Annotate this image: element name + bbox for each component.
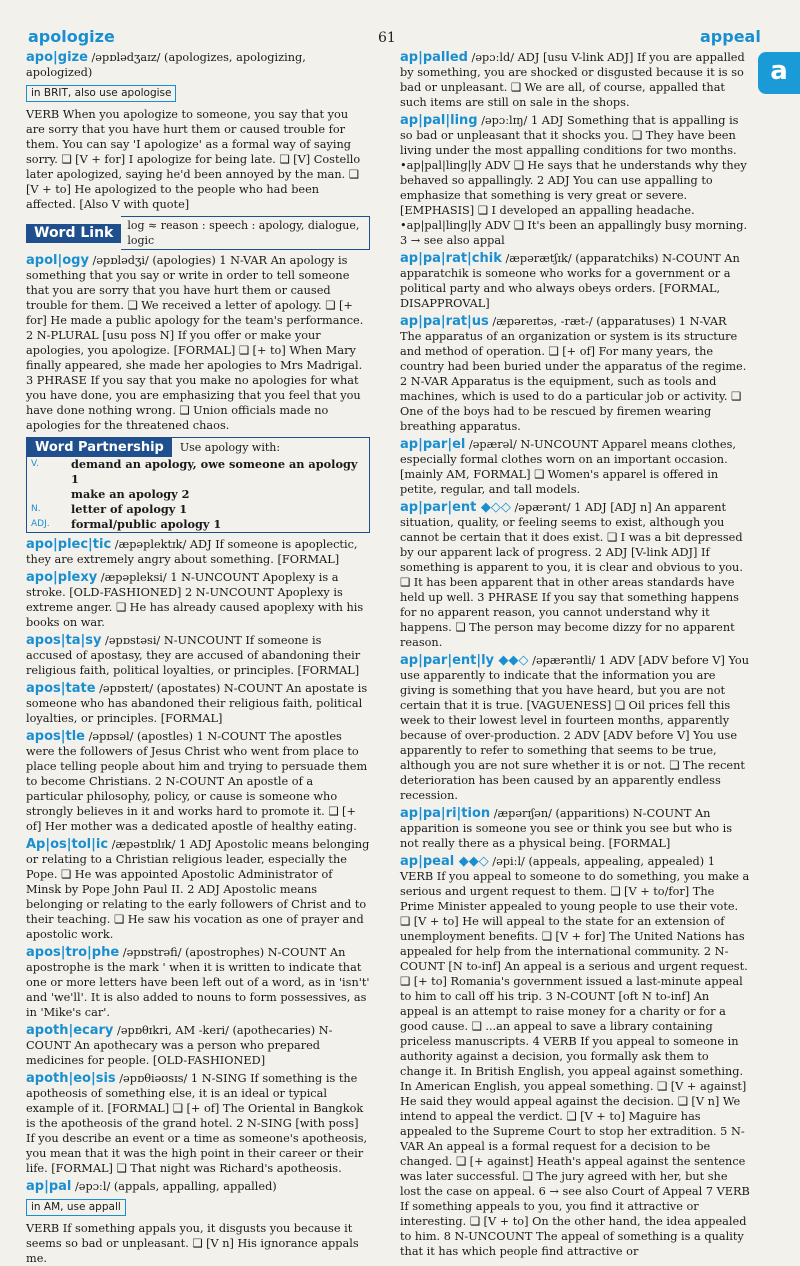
- dictionary-entry: [26, 633, 370, 678]
- dictionary-entry: [26, 537, 370, 567]
- dictionary-entry: [26, 1023, 370, 1068]
- right-guide-word: appeal: [700, 27, 761, 46]
- word-partnership-row: [27, 517, 369, 532]
- definition-text: /əpiːl/ (appeals, appealing, appealed) 1 VERB If you appeal to someone to do something, you make a serious and urgent request to them. ❑ [V + to/for] The Prime Minister appealed to young people to use their vote. ❑ [V + to] He will appeal to the state for an extension of unemployment benefits. ❑ [V + for] The United Nations has appealed for help from the international community. 2 N-COUNT [N to-inf] An appeal is a serious and urgent request. ❑ [+ to] Romania's government issued a last-minute appeal to him to call off his trip. 3 N-COUNT [oft N to-inf] An appeal is an attempt to raise money for a charity or for a good cause. ❑ ...an appeal to save a library containing priceless manuscripts. 4 VERB If you appeal to someone in authority against a decision, you formally ask them to change it. In British English, you appeal against something. In American English, you appeal something. ❑ [V + against] He said they would appeal against the decision. ❑ [V n] We intend to appeal the verdict. ❑ [V + to] Maguire has appealed to the Supreme Court to stop her extradition. 5 N-VAR An appeal is a formal request for a decision to be changed. ❑ [+ against] Heath's appeal against the sentence was later successful. ❑ The jury agreed with her, but she lost the case on appeal. 6 → see also Court of Appeal 7 VERB If something appeals to you, you find it attractive or interesting. ❑ [V + to] On the other hand, the idea appealed to him. 8 N-UNCOUNT The appeal of something is a quality that it has which people find attractive or: [400, 855, 750, 1258]
- definition-text: /æpərætʃɪk/ (apparatchiks) N-COUNT An apparatchik is someone who works for a government or a political party and who always obeys orders. [FORMAL, DISAPPROVAL]: [400, 252, 740, 310]
- left-column: [26, 50, 370, 1265]
- headword: ap|pa|rat|us: [400, 314, 489, 329]
- definition-text: /æpəpleksi/ 1 N-UNCOUNT Apoplexy is a stroke. [OLD-FASHIONED] 2 N-UNCOUNT Apoplexy is extreme anger. ❑ He has already caused apoplexy with his books on war.: [26, 571, 364, 629]
- headword: apo|plec|tic: [26, 537, 112, 552]
- word-partnership-pos: V.: [31, 459, 39, 469]
- definition-text: /əpɔːl/ (appals, appalling, appalled): [74, 1180, 277, 1193]
- headword: apol|ogy: [26, 253, 89, 268]
- word-partnership-pos: ADJ.: [31, 519, 50, 529]
- page-number: 61: [378, 30, 396, 46]
- usage-note-box: in AM, use appall: [26, 1199, 126, 1216]
- usage-note: [26, 1197, 370, 1218]
- word-partnership-phrase: letter of apology 1: [71, 502, 188, 516]
- headword: apos|tro|phe: [26, 945, 120, 960]
- headword: apoth|ecary: [26, 1023, 114, 1038]
- headword: ap|pal|ling: [400, 113, 478, 128]
- word-partnership-subtitle: Use apology with:: [179, 441, 281, 454]
- definition-text: /æpəplektɪk/ ADJ If someone is apoplectic, they are extremely angry about something. [FORMAL]: [26, 538, 358, 566]
- word-partnership-phrase: demand an apology, owe someone an apology 1: [70, 457, 358, 486]
- word-partnership-pos: [27, 487, 71, 502]
- definition-text: VERB When you apologize to someone, you say that you are sorry that you have hurt them or caused trouble for them. You can say 'I apologize' as a formal way of saying sorry. ❑ [V + for] I apologize for being late. ❑ [V] Costello later apologized, saying he'd been annoyed by the man. ❑ [V + to] He apologized to the people who had been affected. [Also V with quote]: [26, 108, 361, 211]
- right-column: [400, 50, 750, 1258]
- dictionary-entry: [400, 113, 750, 248]
- headword: ap|peal ◆◆◇: [400, 854, 489, 869]
- definition-text: /əpɒstəsi/ N-UNCOUNT If someone is accused of apostasy, they are accused of abandoning their religious faith, political loyalties, or principles. [FORMAL]: [26, 634, 361, 677]
- definition-text: /əpærəl/ N-UNCOUNT Apparel means clothes, especially formal clothes worn on an important occasion. [mainly AM, FORMAL] ❑ Women's apparel is offered in petite, regular, and tall models.: [400, 438, 736, 496]
- headword: ap|pa|ri|tion: [400, 806, 491, 821]
- definition-text: /æpəstɒlɪk/ 1 ADJ Apostolic means belonging or relating to a Christian religious leader, especially the Pope. ❑ He was appointed Apostolic Administrator of Minsk by Pope John Paul II. 2 ADJ Apostolic means belonging or relating to the early followers of Christ and to their teaching. ❑ He saw his vocation as one of prayer and apostolic work.: [26, 838, 370, 941]
- word-partnership-box: [26, 437, 370, 533]
- definition-text: /əpɒsəl/ (apostles) 1 N-COUNT The apostles were the followers of Jesus Christ who went from place to place telling people about him and trying to persuade them to become Christians. 2 N-COUNT An apostle of a particular philosophy, policy, or cause is someone who strongly believes in it and works hard to promote it. ❑ [+ of] Her mother was a dedicated apostle of healthy eating.: [26, 730, 368, 833]
- definition-text: /əpɒlədʒi/ (apologies) 1 N-VAR An apology is something that you say or write in order to tell someone that you are sorry that you have hurt them or caused trouble for them. ❑ We received a letter of apology. ❑ [+ for] He made a public apology for the team's performance. 2 N-PLURAL [usu poss N] If you offer or make your apologies, you apologize. [FORMAL] ❑ [+ to] When Mary finally appeared, she made her apologies to Mrs Madrigal. 3 PHRASE If you say that you make no apologies for what you have done, you are emphasizing that you feel that you have done nothing wrong. ❑ Union officials made no apologies for the threatened chaos.: [26, 254, 364, 432]
- dictionary-entry: [400, 806, 750, 851]
- word-partnership-header: [27, 438, 369, 457]
- word-partnership-row: [27, 502, 369, 517]
- dictionary-entry: [400, 500, 750, 650]
- definition-text: /əpɒθɪkri, AM -keri/ (apothecaries) N-COUNT An apothecary was a person who prepared medicines for people. [OLD-FASHIONED]: [26, 1024, 333, 1067]
- headword: apos|tle: [26, 729, 85, 744]
- letter-tab: a: [758, 52, 800, 94]
- left-guide-word: apologize: [28, 27, 115, 46]
- headword: ap|par|ent|ly ◆◆◇: [400, 653, 529, 668]
- headword: Ap|os|tol|ic: [26, 837, 109, 852]
- headword: ap|palled: [400, 50, 468, 65]
- definition-text: /æpərɪʃən/ (apparitions) N-COUNT An apparition is someone you see or think you see but who is not really there as a physical being. [FORMAL]: [400, 807, 733, 850]
- definition-text: VERB If something appals you, it disgusts you because it seems so bad or unpleasant. ❑ [V n] His ignorance appals me.: [26, 1222, 359, 1265]
- headword: apo|gize: [26, 50, 88, 65]
- word-partnership-title: Word Partnership: [27, 438, 172, 457]
- word-link-title: Word Link: [26, 224, 121, 243]
- dictionary-entry: [26, 945, 370, 1020]
- dictionary-entry: [400, 437, 750, 497]
- dictionary-entry: [400, 653, 750, 803]
- definition-text: /əpɒsteɪt/ (apostates) N-COUNT An apostate is someone who has abandoned their religious faith, political loyalties, or principles. [FORMAL]: [26, 682, 368, 725]
- dictionary-entry: [26, 107, 370, 212]
- page-header: [0, 0, 800, 52]
- dictionary-entry: [26, 570, 370, 630]
- word-partnership-row: [27, 487, 369, 502]
- definition-text: /əpɔːlɪŋ/ 1 ADJ Something that is appalling is so bad or unpleasant that it shocks you. ❑ They have been living under the most appalling conditions for two months. •ap|pal|ling|ly ADV ❑ He says that he understands why they behaved so appallingly. 2 ADJ You can use appalling to emphasize that something is very great or severe. [EMPHASIS] ❑ I developed an appalling headache. •ap|pal|ling|ly ADV ❑ It's been an appallingly busy morning. 3 → see also appal: [400, 114, 748, 247]
- headword: apo|plexy: [26, 570, 98, 585]
- headword: apos|ta|sy: [26, 633, 102, 648]
- dictionary-entry: [26, 1179, 370, 1194]
- dictionary-entry: [26, 681, 370, 726]
- dictionary-entry: [26, 50, 370, 80]
- word-partnership-phrase: make an apology 2: [71, 487, 190, 501]
- dictionary-entry: [400, 251, 750, 311]
- dictionary-entry: [26, 837, 370, 942]
- definition-text: /əpærəntli/ 1 ADV [ADV before V] You use apparently to indicate that the information you are giving is something that you have heard, but you are not certain that it is true. [VAGUENESS] ❑ Oil prices fell this week to their lowest level in fourteen months, apparently because of over-production. 2 ADV [ADV before V] You use apparently to refer to something that seems to be true, although you are not sure whether it is or not. ❑ The recent deterioration has been caused by an apparently endless recession.: [400, 654, 750, 802]
- usage-note-box: in BRIT, also use apologise: [26, 85, 176, 102]
- dictionary-entry: [400, 50, 750, 110]
- headword: apoth|eo|sis: [26, 1071, 116, 1086]
- definition-text: /əpɒθiəʊsɪs/ 1 N-SING If something is the apotheosis of something else, it is an ideal or typical example of it. [FORMAL] ❑ [+ of] The Oriental in Bangkok is the apotheosis of the grand hotel. 2 N-SING [with poss] If you describe an event or a time as someone's apotheosis, you mean that it was the high point in their career or their life. [FORMAL] ❑ That night was Richard's apotheosis.: [26, 1072, 368, 1175]
- word-link-box: [26, 216, 370, 250]
- dictionary-entry: [400, 854, 750, 1259]
- word-partnership-pos: N.: [31, 504, 41, 514]
- word-partnership-row: [27, 457, 369, 487]
- dictionary-entry: [26, 1221, 370, 1266]
- headword: ap|pal: [26, 1179, 72, 1194]
- usage-note: [26, 83, 370, 104]
- definition-text: /əpærənt/ 1 ADJ [ADJ n] An apparent situation, quality, or feeling seems to exist, although you cannot be certain that it does exist. ❑ I was a bit depressed by our apparent lack of progress. 2 ADJ [V-link ADJ] If something is apparent to you, it is clear and obvious to you. ❑ It has been apparent that in other areas standards have held up well. 3 PHRASE If you say that something happens for no apparent reason, you cannot understand why it happens. ❑ The person may become dizzy for no apparent reason.: [400, 501, 743, 649]
- dictionary-entry: [26, 1071, 370, 1176]
- word-link-text: log ≈ reason : speech : apology, dialogue, logic: [121, 216, 370, 250]
- headword: apos|tate: [26, 681, 96, 696]
- dictionary-entry: [400, 314, 750, 434]
- definition-text: /əpɒstrəfi/ (apostrophes) N-COUNT An apostrophe is the mark ' when it is written to indicate that one or more letters have been left out of a word, as in 'isn't' and 'we'll'. It is also added to nouns to form possessives, as in 'Mike's car'.: [26, 946, 370, 1019]
- headword: ap|pa|rat|chik: [400, 251, 502, 266]
- definition-text: /əpɔːld/ ADJ [usu V-link ADJ] If you are appalled by something, you are shocked or disgusted because it is so bad or unpleasant. ❑ We are all, of course, appalled that such items are still on sale in the shops.: [400, 51, 745, 109]
- word-partnership-phrase: formal/public apology 1: [71, 517, 222, 531]
- headword: ap|par|ent ◆◇◇: [400, 500, 511, 515]
- dictionary-entry: [26, 729, 370, 834]
- headword: ap|par|el: [400, 437, 466, 452]
- dictionary-entry: [26, 253, 370, 433]
- definition-text: /æpəreɪtəs, -ræt-/ (apparatuses) 1 N-VAR The apparatus of an organization or system is its structure and method of operation. ❑ [+ of] For many years, the country had been buried under the apparatus of the regime. 2 N-VAR Apparatus is the equipment, such as tools and machines, which is used to do a particular job or activity. ❑ One of the boys had to be rescued by firemen wearing breathing apparatus.: [400, 315, 747, 433]
- definition-text: /əpɒlədʒaɪz/ (apologizes, apologizing, apologized): [26, 51, 306, 79]
